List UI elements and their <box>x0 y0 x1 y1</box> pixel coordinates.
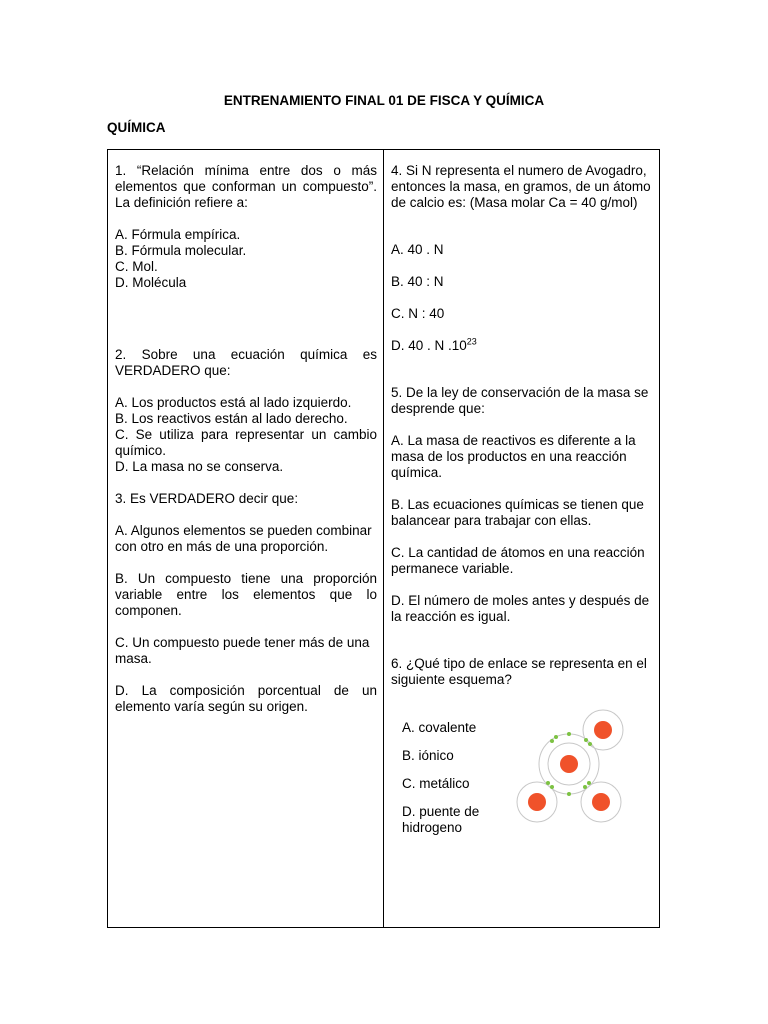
q1-option-b: B. Fórmula molecular. <box>115 243 247 258</box>
electron <box>584 738 588 742</box>
q4-option-d <box>391 338 654 354</box>
q6-option-b: B. iónico <box>402 748 454 763</box>
q3-option-b: B. Un compuesto tiene una proporción variable entre los elementos que lo componen. <box>115 571 377 618</box>
q5-option-a: A. La masa de reactivos es diferente a la masa de los productos en una reacción química. <box>391 433 636 480</box>
section-heading: QUÍMICA <box>107 120 166 135</box>
electron <box>550 785 554 789</box>
q5-option-b: B. Las ecuaciones químicas se tienen que balancear para trabajar con ellas. <box>391 497 644 528</box>
question-6: 6. ¿Qué tipo de enlace se representa en el siguiente esquema? <box>391 656 647 687</box>
q4-option-d-base: D. 40 . N .10 <box>391 338 467 353</box>
bottom-right-nucleus <box>592 793 610 811</box>
q6-options <box>402 720 512 848</box>
electron <box>554 735 558 739</box>
electron <box>567 792 571 796</box>
q6-option-a: A. covalente <box>402 720 477 735</box>
q2-option-c: C. Se utiliza para representar un cambio químico. <box>115 427 377 458</box>
q4-option-d-exponent: 23 <box>466 336 477 347</box>
question-5: 5. De la ley de conservación de la masa se desprende que: <box>391 385 649 416</box>
q1-option-c: C. Mol. <box>115 259 158 274</box>
question-4: 4. Si N representa el numero de Avogadro, entonces la masa, en gramos, de un átomo de calcio es: (Masa molar Ca = 40 g/mol) <box>391 163 651 210</box>
column-divider <box>383 149 384 928</box>
electron <box>588 742 592 746</box>
q1-option-d: D. Molécula <box>115 275 187 290</box>
q4-option-b: B. 40 : N <box>391 274 444 289</box>
bottom-left-nucleus <box>528 793 546 811</box>
q6-option-d: D. puente de hidrogeno <box>402 804 480 835</box>
bonding-diagram <box>512 706 647 826</box>
top-right-nucleus <box>594 721 612 739</box>
q3-option-d: D. La composición porcentual de un elemento varía según su origen. <box>115 683 377 714</box>
electron <box>583 785 587 789</box>
q4-option-c: C. N : 40 <box>391 306 445 321</box>
q6-option-c: C. metálico <box>402 776 470 791</box>
q5-option-c: C. La cantidad de átomos en una reacción permanece variable. <box>391 545 645 576</box>
question-2: 2. Sobre una ecuación química es VERDADERO que: <box>115 347 377 378</box>
q1-option-a: A. Fórmula empírica. <box>115 227 241 242</box>
electron <box>546 781 550 785</box>
document-title: ENTRENAMIENTO FINAL 01 DE FISCA Y QUÍMICA <box>223 93 545 108</box>
q3-option-a: A. Algunos elementos se pueden combinar con otro en más de una proporción. <box>115 523 372 554</box>
q2-option-a: A. Los productos está al lado izquierdo. <box>115 395 352 410</box>
q2-option-d: D. La masa no se conserva. <box>115 459 284 474</box>
electron <box>587 781 591 785</box>
electron <box>567 732 571 736</box>
question-1: 1. “Relación mínima entre dos o más elementos que conforman un compuesto”. La definición refiere a: <box>115 163 377 210</box>
electron <box>550 739 554 743</box>
question-3: 3. Es VERDADERO decir que: <box>115 491 299 506</box>
left-column <box>115 163 377 715</box>
right-column <box>391 163 654 688</box>
q4-option-a: A. 40 . N <box>391 242 444 257</box>
q2-option-b: B. Los reactivos están al lado derecho. <box>115 411 348 426</box>
q3-option-c: C. Un compuesto puede tener más de una masa. <box>115 635 370 666</box>
central-nucleus <box>560 755 578 773</box>
q5-option-d: D. El número de moles antes y después de la reacción es igual. <box>391 593 650 624</box>
